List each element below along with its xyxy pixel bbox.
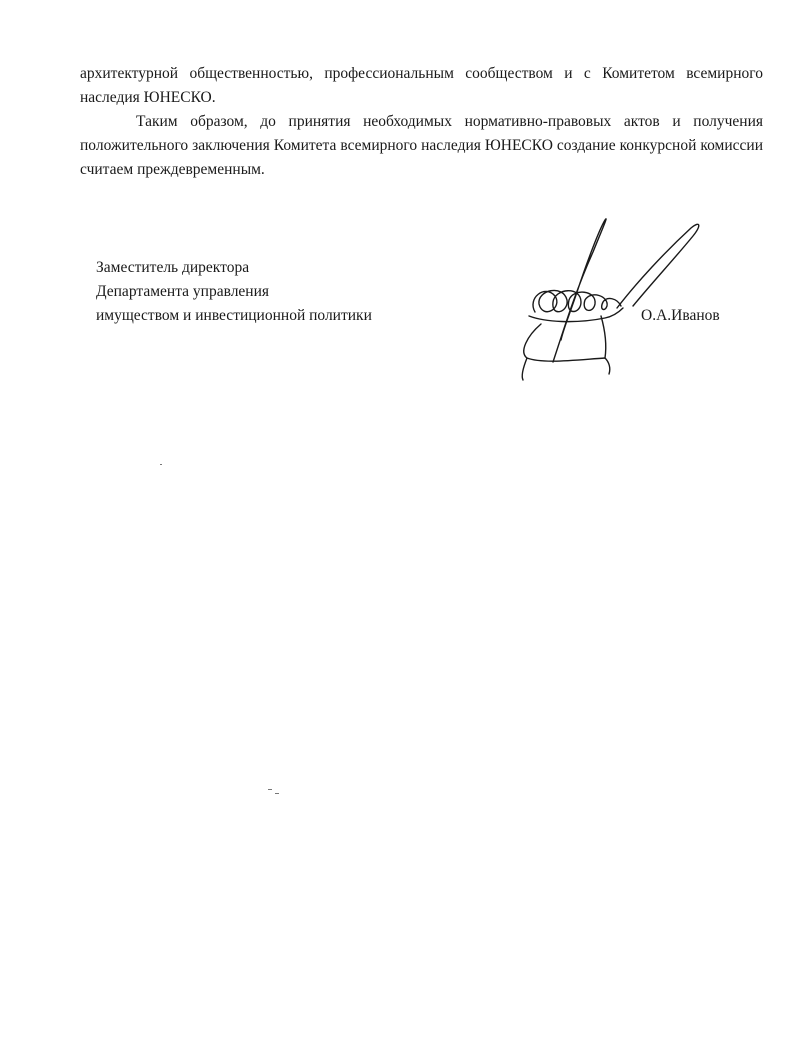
signatory-title-line-3: имуществом и инвестиционной политики [96,307,372,324]
scan-speck-3 [275,793,279,794]
scan-speck-1 [160,464,162,465]
document-body [80,62,763,182]
signatory-block [96,256,372,328]
signatory-title-line-2: Департамента управления [96,283,270,300]
handwritten-signature [505,212,705,382]
scan-speck-2 [268,789,272,790]
paragraph-continuation: архитектурной общественностью, профессиональным сообществом и с Комитетом всемирного наследия ЮНЕСКО. [80,65,763,106]
signatory-title-line-1: Заместитель директора [96,259,250,276]
signatory-name: О.А.Иванов [641,307,720,324]
paragraph-conclusion: Таким образом, до принятия необходимых нормативно-правовых актов и получения положительного заключения Комитета всемирного наследия ЮНЕСКО создание конкурсной комиссии считаем преждевременным. [80,113,763,178]
